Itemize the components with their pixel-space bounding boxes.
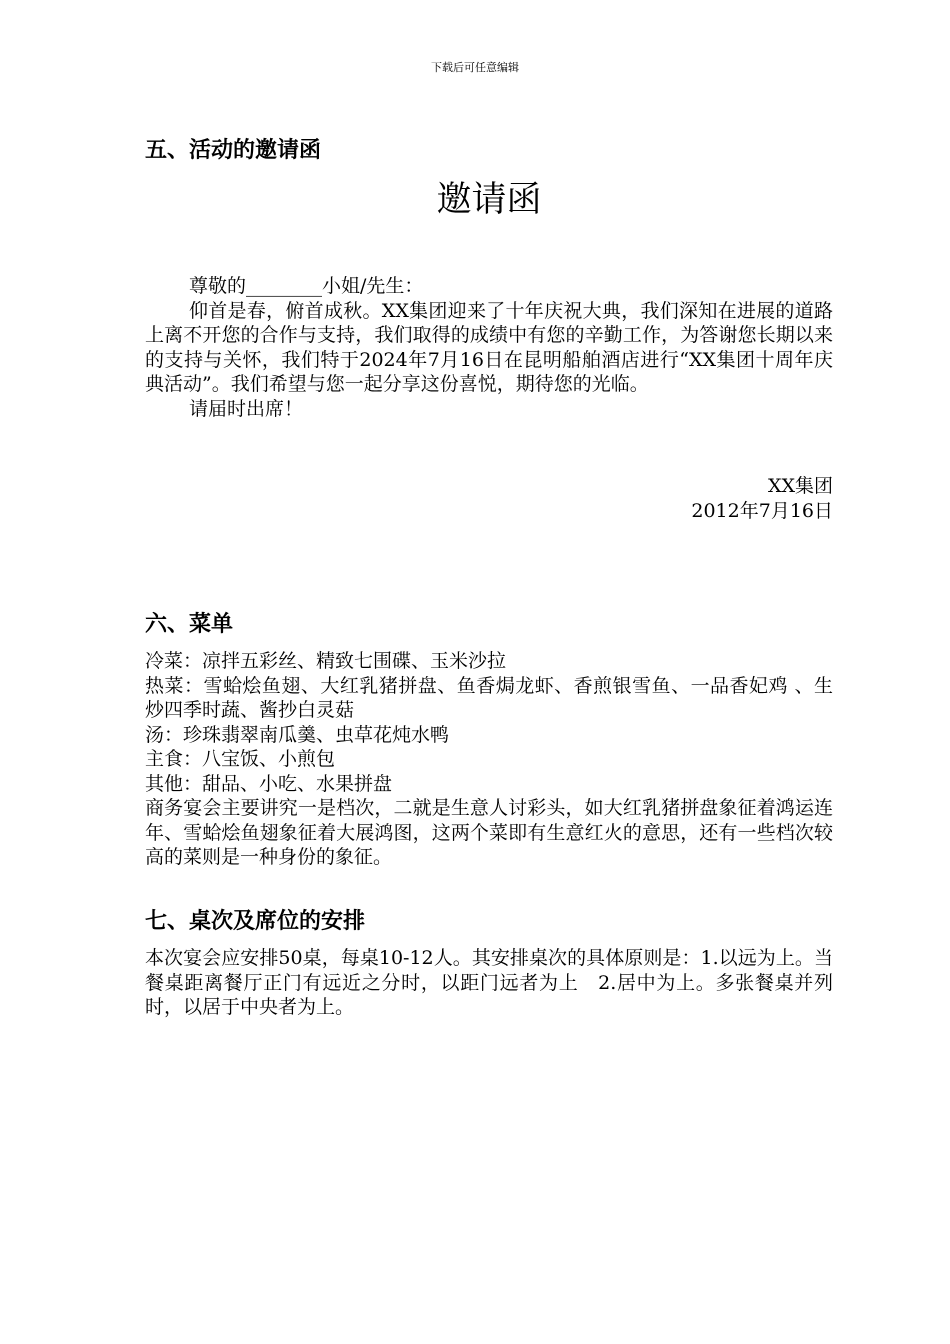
seating-body: 本次宴会应安排50桌，每桌10-12人。其安排桌次的具体原则是：1.以远为上。当餐桌距离餐厅正门有远近之分时，以距门远者为上 2.居中为上。多张餐桌并列时，以居于中央者为上。 bbox=[145, 947, 833, 1018]
menu-line-staple: 主食：八宝饭、小煎包 bbox=[145, 748, 336, 770]
invitation-signature: XX集团 bbox=[767, 475, 833, 497]
invitation-body: 仰首是春，俯首成秋。XX集团迎来了十年庆祝大典，我们深知在进展的道路上离不开您的合作与支持，我们取得的成绩中有您的辛勤工作，为答谢您长期以来的支持与关怀，我们特于2024年7月16日在昆明船舶酒店进行“XX集团十周年庆典活动”。我们希望与您一起分享这份喜悦，期待您的光临。 bbox=[145, 299, 833, 395]
page-header: 下载后可任意编辑 bbox=[431, 61, 519, 74]
invitation-closing: 请届时出席！ bbox=[189, 397, 304, 420]
invitation-text bbox=[145, 274, 833, 421]
section-heading-seating: 七、桌次及席位的安排 bbox=[145, 909, 366, 934]
section-heading-invitation: 五、活动的邀请函 bbox=[145, 138, 322, 163]
invitation-date: 2012年7月16日 bbox=[691, 499, 833, 522]
section-heading-menu: 六、菜单 bbox=[145, 612, 234, 637]
seating-text bbox=[145, 946, 833, 1020]
invitation-signoff bbox=[145, 474, 833, 523]
menu-line-hot-dishes: 热菜：雪蛤烩鱼翅、大红乳猪拼盘、鱼香焗龙虾、香煎银雪鱼、一品香妃鸡 、生炒四季时蔬、酱抄白灵菇 bbox=[145, 674, 833, 721]
menu-line-soup: 汤：珍珠翡翠南瓜羹、虫草花炖水鸭 bbox=[145, 723, 450, 746]
invitation-salutation: 尊敬的________小姐/先生： bbox=[189, 275, 424, 297]
invitation-title: 邀请函 bbox=[436, 180, 542, 220]
menu-line-cold-dishes: 冷菜：凉拌五彩丝、精致七围碟、玉米沙拉 bbox=[145, 650, 507, 672]
menu-line-other: 其他：甜品、小吃、水果拼盘 bbox=[145, 772, 393, 795]
menu-list bbox=[145, 649, 833, 870]
menu-note: 商务宴会主要讲究一是档次，二就是生意人讨彩头，如大红乳猪拼盘象征着鸿运连年、雪蛤烩鱼翅象征着大展鸿图，这两个菜即有生意红火的意思，还有一些档次较高的菜则是一种身份的象征。 bbox=[145, 797, 833, 868]
